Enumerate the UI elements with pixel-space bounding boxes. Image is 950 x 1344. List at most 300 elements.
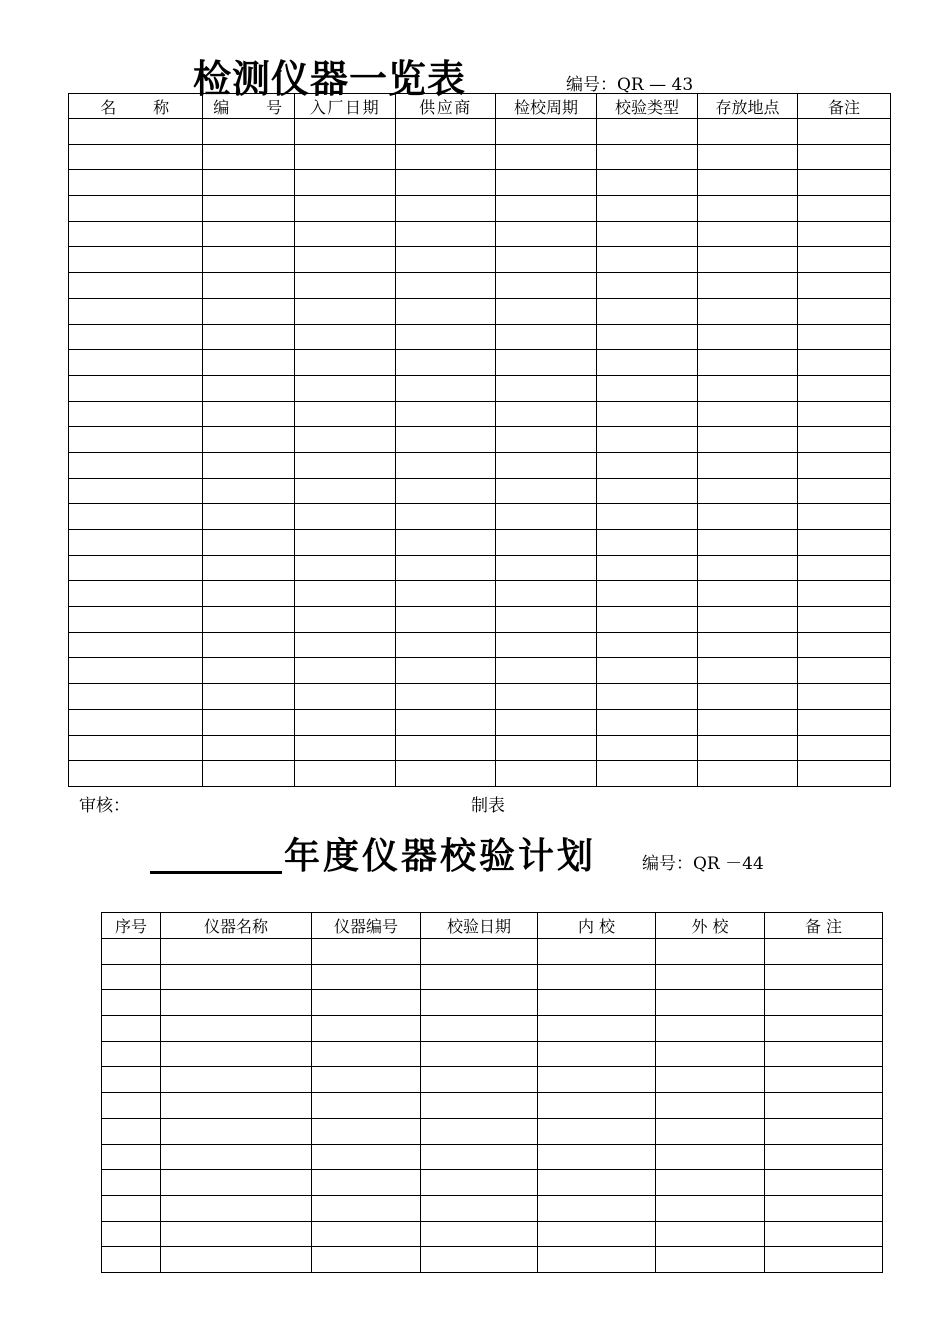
table-cell[interactable] xyxy=(496,196,597,222)
table-cell[interactable] xyxy=(203,298,295,324)
table-cell[interactable] xyxy=(396,530,496,556)
table-cell[interactable] xyxy=(538,1221,656,1247)
table-cell[interactable] xyxy=(295,632,396,658)
table-cell[interactable] xyxy=(203,427,295,453)
table-cell[interactable] xyxy=(496,170,597,196)
table-cell[interactable] xyxy=(396,684,496,710)
table-cell[interactable] xyxy=(295,170,396,196)
table-cell[interactable] xyxy=(295,119,396,145)
table-cell[interactable] xyxy=(597,452,698,478)
table-cell[interactable] xyxy=(765,1247,883,1273)
table-cell[interactable] xyxy=(798,478,891,504)
table-cell[interactable] xyxy=(698,196,798,222)
table-cell[interactable] xyxy=(295,298,396,324)
table-cell[interactable] xyxy=(496,273,597,299)
table-cell[interactable] xyxy=(496,247,597,273)
table-cell[interactable] xyxy=(698,684,798,710)
table-cell[interactable] xyxy=(597,504,698,530)
table-cell[interactable] xyxy=(102,1067,161,1093)
table-cell[interactable] xyxy=(161,964,312,990)
table-cell[interactable] xyxy=(396,761,496,787)
table-cell[interactable] xyxy=(496,735,597,761)
table-cell[interactable] xyxy=(765,1016,883,1042)
table-cell[interactable] xyxy=(496,658,597,684)
table-cell[interactable] xyxy=(69,170,203,196)
table-cell[interactable] xyxy=(69,247,203,273)
table-cell[interactable] xyxy=(798,401,891,427)
table-cell[interactable] xyxy=(69,478,203,504)
table-cell[interactable] xyxy=(496,401,597,427)
table-cell[interactable] xyxy=(496,119,597,145)
table-cell[interactable] xyxy=(798,196,891,222)
table-cell[interactable] xyxy=(656,1144,765,1170)
table-cell[interactable] xyxy=(798,298,891,324)
table-cell[interactable] xyxy=(698,478,798,504)
table-cell[interactable] xyxy=(597,144,698,170)
table-cell[interactable] xyxy=(597,247,698,273)
table-cell[interactable] xyxy=(798,144,891,170)
table-cell[interactable] xyxy=(295,375,396,401)
table-cell[interactable] xyxy=(496,375,597,401)
table-cell[interactable] xyxy=(421,964,538,990)
table-cell[interactable] xyxy=(656,1195,765,1221)
table-cell[interactable] xyxy=(161,1041,312,1067)
table-cell[interactable] xyxy=(421,1195,538,1221)
table-cell[interactable] xyxy=(656,1093,765,1119)
table-cell[interactable] xyxy=(538,1093,656,1119)
table-cell[interactable] xyxy=(69,504,203,530)
table-cell[interactable] xyxy=(765,1118,883,1144)
table-cell[interactable] xyxy=(597,581,698,607)
table-cell[interactable] xyxy=(421,939,538,965)
table-cell[interactable] xyxy=(421,1247,538,1273)
table-cell[interactable] xyxy=(597,735,698,761)
table-cell[interactable] xyxy=(698,221,798,247)
table-cell[interactable] xyxy=(312,1118,421,1144)
table-cell[interactable] xyxy=(396,119,496,145)
table-cell[interactable] xyxy=(312,1067,421,1093)
table-cell[interactable] xyxy=(295,735,396,761)
table-cell[interactable] xyxy=(203,632,295,658)
table-cell[interactable] xyxy=(69,735,203,761)
table-cell[interactable] xyxy=(295,581,396,607)
table-cell[interactable] xyxy=(312,990,421,1016)
table-cell[interactable] xyxy=(203,196,295,222)
table-cell[interactable] xyxy=(538,1170,656,1196)
table-cell[interactable] xyxy=(396,709,496,735)
table-cell[interactable] xyxy=(295,478,396,504)
table-cell[interactable] xyxy=(102,939,161,965)
table-cell[interactable] xyxy=(69,144,203,170)
table-cell[interactable] xyxy=(597,658,698,684)
table-cell[interactable] xyxy=(597,607,698,633)
table-cell[interactable] xyxy=(161,1093,312,1119)
table-cell[interactable] xyxy=(798,247,891,273)
table-cell[interactable] xyxy=(538,1195,656,1221)
table-cell[interactable] xyxy=(798,709,891,735)
table-cell[interactable] xyxy=(597,170,698,196)
table-cell[interactable] xyxy=(203,581,295,607)
table-cell[interactable] xyxy=(496,530,597,556)
table-cell[interactable] xyxy=(161,939,312,965)
table-cell[interactable] xyxy=(496,607,597,633)
table-cell[interactable] xyxy=(295,144,396,170)
table-cell[interactable] xyxy=(421,1016,538,1042)
table-cell[interactable] xyxy=(698,144,798,170)
table-cell[interactable] xyxy=(538,964,656,990)
table-cell[interactable] xyxy=(597,684,698,710)
table-cell[interactable] xyxy=(765,1067,883,1093)
table-cell[interactable] xyxy=(597,375,698,401)
table-cell[interactable] xyxy=(102,1118,161,1144)
table-cell[interactable] xyxy=(421,1144,538,1170)
table-cell[interactable] xyxy=(161,1118,312,1144)
table-cell[interactable] xyxy=(496,221,597,247)
table-cell[interactable] xyxy=(698,607,798,633)
table-cell[interactable] xyxy=(597,196,698,222)
table-cell[interactable] xyxy=(203,375,295,401)
table-cell[interactable] xyxy=(203,735,295,761)
table-cell[interactable] xyxy=(597,709,698,735)
table-cell[interactable] xyxy=(798,350,891,376)
table-cell[interactable] xyxy=(203,221,295,247)
table-cell[interactable] xyxy=(698,298,798,324)
table-cell[interactable] xyxy=(312,1221,421,1247)
table-cell[interactable] xyxy=(597,298,698,324)
table-cell[interactable] xyxy=(698,119,798,145)
table-cell[interactable] xyxy=(396,581,496,607)
table-cell[interactable] xyxy=(203,658,295,684)
table-cell[interactable] xyxy=(161,1195,312,1221)
table-cell[interactable] xyxy=(161,1170,312,1196)
table-cell[interactable] xyxy=(656,1118,765,1144)
table-cell[interactable] xyxy=(396,350,496,376)
table-cell[interactable] xyxy=(698,247,798,273)
table-cell[interactable] xyxy=(765,1170,883,1196)
table-cell[interactable] xyxy=(597,555,698,581)
table-cell[interactable] xyxy=(203,478,295,504)
table-cell[interactable] xyxy=(698,427,798,453)
table-cell[interactable] xyxy=(538,939,656,965)
table-cell[interactable] xyxy=(69,324,203,350)
table-cell[interactable] xyxy=(396,478,496,504)
table-cell[interactable] xyxy=(496,581,597,607)
table-cell[interactable] xyxy=(798,607,891,633)
table-cell[interactable] xyxy=(203,401,295,427)
table-cell[interactable] xyxy=(295,452,396,478)
table-cell[interactable] xyxy=(396,555,496,581)
table-cell[interactable] xyxy=(496,298,597,324)
table-cell[interactable] xyxy=(396,324,496,350)
table-cell[interactable] xyxy=(69,350,203,376)
table-cell[interactable] xyxy=(69,709,203,735)
table-cell[interactable] xyxy=(203,247,295,273)
table-cell[interactable] xyxy=(798,684,891,710)
table-cell[interactable] xyxy=(203,684,295,710)
table-cell[interactable] xyxy=(203,607,295,633)
table-cell[interactable] xyxy=(798,735,891,761)
table-cell[interactable] xyxy=(69,427,203,453)
table-cell[interactable] xyxy=(421,1041,538,1067)
table-cell[interactable] xyxy=(69,452,203,478)
table-cell[interactable] xyxy=(798,375,891,401)
table-cell[interactable] xyxy=(102,1221,161,1247)
table-cell[interactable] xyxy=(421,1170,538,1196)
table-cell[interactable] xyxy=(102,990,161,1016)
table-cell[interactable] xyxy=(798,221,891,247)
table-cell[interactable] xyxy=(656,1067,765,1093)
table-cell[interactable] xyxy=(597,350,698,376)
table-cell[interactable] xyxy=(295,196,396,222)
table-cell[interactable] xyxy=(312,1041,421,1067)
table-cell[interactable] xyxy=(295,658,396,684)
table-cell[interactable] xyxy=(798,761,891,787)
table-cell[interactable] xyxy=(102,1247,161,1273)
table-cell[interactable] xyxy=(698,530,798,556)
table-cell[interactable] xyxy=(698,452,798,478)
table-cell[interactable] xyxy=(161,1067,312,1093)
table-cell[interactable] xyxy=(656,990,765,1016)
table-cell[interactable] xyxy=(396,196,496,222)
table-cell[interactable] xyxy=(396,144,496,170)
table-cell[interactable] xyxy=(102,1016,161,1042)
table-cell[interactable] xyxy=(698,709,798,735)
table-cell[interactable] xyxy=(69,761,203,787)
table-cell[interactable] xyxy=(69,401,203,427)
table-cell[interactable] xyxy=(597,478,698,504)
table-cell[interactable] xyxy=(798,555,891,581)
table-cell[interactable] xyxy=(295,684,396,710)
table-cell[interactable] xyxy=(69,658,203,684)
table-cell[interactable] xyxy=(161,1144,312,1170)
table-cell[interactable] xyxy=(295,504,396,530)
table-cell[interactable] xyxy=(698,632,798,658)
table-cell[interactable] xyxy=(421,990,538,1016)
table-cell[interactable] xyxy=(203,709,295,735)
table-cell[interactable] xyxy=(496,632,597,658)
table-cell[interactable] xyxy=(698,350,798,376)
table-cell[interactable] xyxy=(295,273,396,299)
table-cell[interactable] xyxy=(798,119,891,145)
table-cell[interactable] xyxy=(656,1016,765,1042)
table-cell[interactable] xyxy=(496,350,597,376)
table-cell[interactable] xyxy=(295,247,396,273)
table-cell[interactable] xyxy=(698,735,798,761)
table-cell[interactable] xyxy=(538,1118,656,1144)
table-cell[interactable] xyxy=(765,1144,883,1170)
table-cell[interactable] xyxy=(396,452,496,478)
table-cell[interactable] xyxy=(421,1093,538,1119)
table-cell[interactable] xyxy=(798,632,891,658)
table-cell[interactable] xyxy=(161,990,312,1016)
table-cell[interactable] xyxy=(312,1093,421,1119)
table-cell[interactable] xyxy=(312,1195,421,1221)
table-cell[interactable] xyxy=(765,939,883,965)
table-cell[interactable] xyxy=(698,504,798,530)
table-cell[interactable] xyxy=(203,555,295,581)
table-cell[interactable] xyxy=(656,939,765,965)
table-cell[interactable] xyxy=(102,1170,161,1196)
table-cell[interactable] xyxy=(396,273,496,299)
table-cell[interactable] xyxy=(203,324,295,350)
table-cell[interactable] xyxy=(798,273,891,299)
table-cell[interactable] xyxy=(597,324,698,350)
table-cell[interactable] xyxy=(295,401,396,427)
table-cell[interactable] xyxy=(496,324,597,350)
table-cell[interactable] xyxy=(203,119,295,145)
table-cell[interactable] xyxy=(496,555,597,581)
table-cell[interactable] xyxy=(295,761,396,787)
table-header-row xyxy=(69,94,891,119)
table-cell[interactable] xyxy=(203,170,295,196)
table-cell[interactable] xyxy=(421,1221,538,1247)
table-cell[interactable] xyxy=(597,221,698,247)
table-cell[interactable] xyxy=(698,375,798,401)
table-cell[interactable] xyxy=(798,324,891,350)
table-cell[interactable] xyxy=(69,607,203,633)
table-cell[interactable] xyxy=(203,452,295,478)
table-cell[interactable] xyxy=(102,1093,161,1119)
table-cell[interactable] xyxy=(396,401,496,427)
table-cell[interactable] xyxy=(765,1093,883,1119)
table-cell[interactable] xyxy=(295,607,396,633)
table-cell[interactable] xyxy=(69,273,203,299)
table-cell[interactable] xyxy=(798,581,891,607)
table-cell[interactable] xyxy=(597,273,698,299)
table-cell[interactable] xyxy=(798,452,891,478)
table-cell[interactable] xyxy=(765,990,883,1016)
table-cell[interactable] xyxy=(798,530,891,556)
table-cell[interactable] xyxy=(161,1016,312,1042)
table-cell[interactable] xyxy=(698,761,798,787)
table-cell[interactable] xyxy=(161,1221,312,1247)
table-cell[interactable] xyxy=(597,530,698,556)
table-cell[interactable] xyxy=(396,735,496,761)
table-cell[interactable] xyxy=(538,1041,656,1067)
table-cell[interactable] xyxy=(496,761,597,787)
table-cell[interactable] xyxy=(312,1247,421,1273)
table-cell[interactable] xyxy=(538,1067,656,1093)
table-cell[interactable] xyxy=(203,144,295,170)
table-cell[interactable] xyxy=(102,1195,161,1221)
table-cell[interactable] xyxy=(698,401,798,427)
table-cell[interactable] xyxy=(765,964,883,990)
table-cell[interactable] xyxy=(496,709,597,735)
table-cell[interactable] xyxy=(295,221,396,247)
table-cell[interactable] xyxy=(203,761,295,787)
table-cell[interactable] xyxy=(69,684,203,710)
table-cell[interactable] xyxy=(69,555,203,581)
table-cell[interactable] xyxy=(203,350,295,376)
table-cell[interactable] xyxy=(421,1118,538,1144)
table-cell[interactable] xyxy=(496,427,597,453)
table-cell[interactable] xyxy=(698,273,798,299)
table-cell[interactable] xyxy=(312,1016,421,1042)
table-cell[interactable] xyxy=(765,1195,883,1221)
table-cell[interactable] xyxy=(597,761,698,787)
table-cell[interactable] xyxy=(396,427,496,453)
table-cell[interactable] xyxy=(295,530,396,556)
table-cell[interactable] xyxy=(538,990,656,1016)
table-cell[interactable] xyxy=(698,170,798,196)
table-cell[interactable] xyxy=(698,324,798,350)
table-cell[interactable] xyxy=(312,1144,421,1170)
table-cell[interactable] xyxy=(765,1041,883,1067)
table-cell[interactable] xyxy=(597,119,698,145)
table-cell[interactable] xyxy=(203,530,295,556)
table-cell[interactable] xyxy=(295,427,396,453)
table-cell[interactable] xyxy=(421,1067,538,1093)
table-cell[interactable] xyxy=(69,530,203,556)
table-cell[interactable] xyxy=(295,709,396,735)
table-cell[interactable] xyxy=(102,964,161,990)
table-cell[interactable] xyxy=(538,1144,656,1170)
table-cell[interactable] xyxy=(69,632,203,658)
table-cell[interactable] xyxy=(69,375,203,401)
table-cell[interactable] xyxy=(69,119,203,145)
table-cell[interactable] xyxy=(656,1221,765,1247)
table-cell[interactable] xyxy=(295,555,396,581)
table-cell[interactable] xyxy=(102,1041,161,1067)
table-cell[interactable] xyxy=(69,581,203,607)
table-cell[interactable] xyxy=(312,1170,421,1196)
table-cell[interactable] xyxy=(161,1247,312,1273)
table-cell[interactable] xyxy=(396,658,496,684)
table-cell[interactable] xyxy=(312,939,421,965)
table-cell[interactable] xyxy=(656,964,765,990)
table-cell[interactable] xyxy=(203,504,295,530)
table-cell[interactable] xyxy=(396,504,496,530)
table-cell[interactable] xyxy=(69,221,203,247)
table-cell[interactable] xyxy=(538,1247,656,1273)
table-cell[interactable] xyxy=(765,1221,883,1247)
table-cell[interactable] xyxy=(396,607,496,633)
table-cell[interactable] xyxy=(597,427,698,453)
table-cell[interactable] xyxy=(496,684,597,710)
table-cell[interactable] xyxy=(597,632,698,658)
table-cell[interactable] xyxy=(203,273,295,299)
table-cell[interactable] xyxy=(798,170,891,196)
table-cell[interactable] xyxy=(656,1041,765,1067)
table-cell[interactable] xyxy=(496,452,597,478)
table-cell[interactable] xyxy=(538,1016,656,1042)
table-cell[interactable] xyxy=(496,504,597,530)
table-cell[interactable] xyxy=(698,658,798,684)
table-cell[interactable] xyxy=(396,170,496,196)
table-cell[interactable] xyxy=(69,298,203,324)
table-cell[interactable] xyxy=(698,555,798,581)
table-cell[interactable] xyxy=(102,1144,161,1170)
table-cell[interactable] xyxy=(295,324,396,350)
table-cell[interactable] xyxy=(396,247,496,273)
table-cell[interactable] xyxy=(396,375,496,401)
table-cell[interactable] xyxy=(656,1170,765,1196)
table-cell[interactable] xyxy=(798,504,891,530)
table-cell[interactable] xyxy=(69,196,203,222)
table-cell[interactable] xyxy=(698,581,798,607)
table-cell[interactable] xyxy=(798,427,891,453)
table-cell[interactable] xyxy=(798,658,891,684)
table-cell[interactable] xyxy=(396,221,496,247)
table-cell[interactable] xyxy=(496,478,597,504)
table-cell[interactable] xyxy=(496,144,597,170)
table-cell[interactable] xyxy=(295,350,396,376)
table-cell[interactable] xyxy=(597,401,698,427)
table-cell[interactable] xyxy=(656,1247,765,1273)
table-cell[interactable] xyxy=(312,964,421,990)
table-cell[interactable] xyxy=(396,632,496,658)
table-cell[interactable] xyxy=(396,298,496,324)
